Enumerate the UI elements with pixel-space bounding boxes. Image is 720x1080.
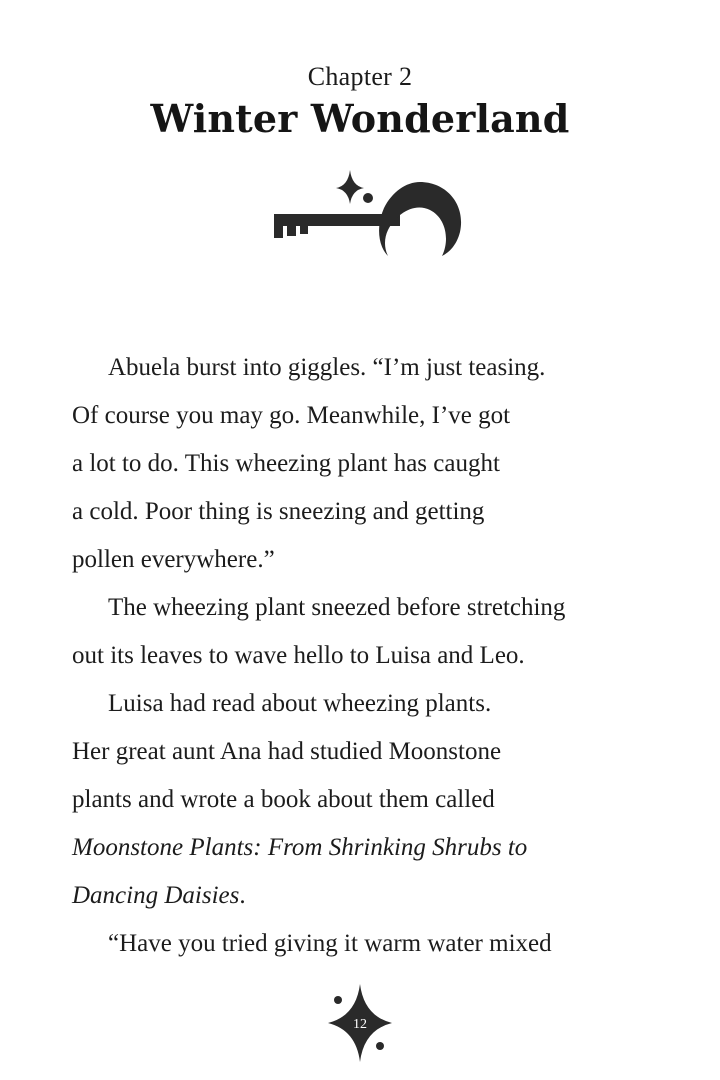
paragraph-line: Of course you may go. Meanwhile, I’ve got [72,402,511,429]
chapter-title: Winter Wonderland [150,96,570,141]
paragraph-line: plants and wrote a book about them called [72,786,495,813]
paragraph-line: Her great aunt Ana had studied Moonstone [72,738,502,765]
paragraph-line [72,872,672,920]
book-title-line: Moonstone Plants: From Shrinking Shrubs to [72,834,528,861]
dot-icon [334,996,342,1004]
paragraph-line: pollen everywhere.” [72,546,275,573]
body-text [72,344,672,968]
book-title-end: Dancing Daisies [72,882,240,909]
paragraph-line: Abuela burst into giggles. “I’m just teasing. [108,354,546,381]
paragraph-line: “Have you tried giving it warm water mixed [108,930,552,957]
page-number: 12 [353,1017,367,1032]
paragraph-line: Luisa had read about wheezing plants. [108,690,492,717]
paragraph-line: The wheezing plant sneezed before stretching [108,594,566,621]
paragraph-line: out its leaves to wave hello to Luisa and Leo. [72,642,525,669]
paragraph-line: a lot to do. This wheezing plant has caught [72,450,500,477]
dot-icon [376,1042,384,1050]
paragraph-line: a cold. Poor thing is sneezing and getting [72,498,485,525]
key-moon-icon [270,164,470,264]
period: . [239,882,246,909]
chapter-label: Chapter 2 [307,62,413,91]
crescent-moon-icon [379,182,461,256]
sparkle-icon [336,170,364,204]
dot-icon [363,193,373,203]
